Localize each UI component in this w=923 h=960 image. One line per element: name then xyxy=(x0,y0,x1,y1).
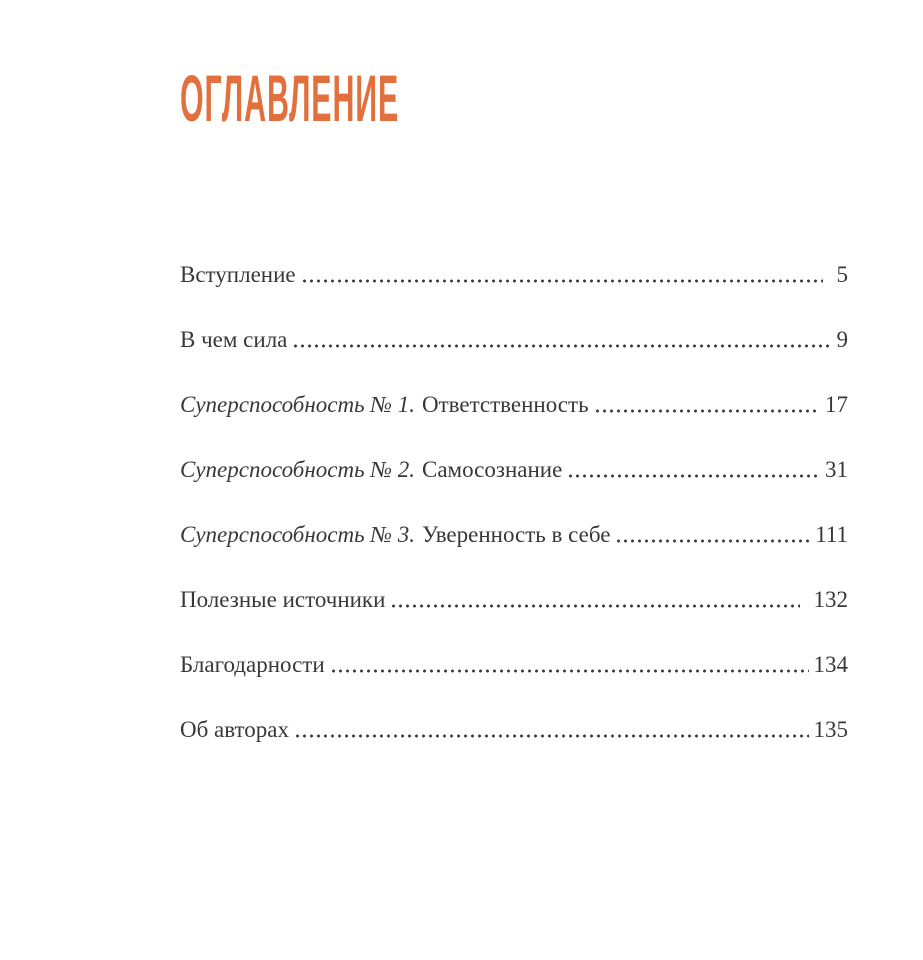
toc-entry-label: Ответственность xyxy=(422,392,589,417)
toc-entry-label: Благодарности xyxy=(180,652,325,677)
toc-entry-page-number: 111 xyxy=(815,522,848,547)
toc-entry-label: Об авторах xyxy=(180,717,290,742)
toc-entry xyxy=(180,327,848,353)
toc-entry-chapter-prefix: Суперспособность № 3. xyxy=(180,522,415,547)
dotted-leader xyxy=(615,534,810,544)
toc-list xyxy=(180,262,848,743)
toc-entry-label: Самосознание xyxy=(422,457,563,482)
toc-entry xyxy=(180,457,848,483)
toc-entry xyxy=(180,587,848,613)
dotted-leader xyxy=(292,339,831,349)
dotted-leader xyxy=(567,469,820,479)
toc-entry xyxy=(180,392,848,418)
toc-entry-label: Уверенность в себе xyxy=(422,522,611,547)
toc-entry-label: Полезные источники xyxy=(180,587,386,612)
dotted-leader xyxy=(330,664,809,674)
toc-entry-chapter-prefix: Суперспособность № 1. xyxy=(180,392,415,417)
dotted-leader xyxy=(301,274,823,284)
toc-entry-page-number: 31 xyxy=(825,457,848,482)
toc-entry-page-number: 9 xyxy=(836,327,848,352)
dotted-leader xyxy=(390,599,799,609)
page-title: ОГЛАВЛЕНИЕ xyxy=(180,61,400,135)
toc-entry xyxy=(180,717,848,743)
toc-entry xyxy=(180,262,848,288)
toc-entry-page-number: 17 xyxy=(825,392,848,417)
toc-entry-label: Вступление xyxy=(180,262,296,287)
toc-entry-page-number: 134 xyxy=(813,652,848,677)
toc-entry xyxy=(180,522,848,548)
toc-entry-page-number: 132 xyxy=(813,587,848,612)
dotted-leader xyxy=(594,404,820,414)
dotted-leader xyxy=(294,729,808,739)
toc-entry-label: В чем сила xyxy=(180,327,288,352)
toc-entry-chapter-prefix: Суперспособность № 2. xyxy=(180,457,415,482)
toc-entry-page-number: 135 xyxy=(813,717,848,742)
toc-entry xyxy=(180,652,848,678)
toc-entry-page-number: 5 xyxy=(836,262,848,287)
